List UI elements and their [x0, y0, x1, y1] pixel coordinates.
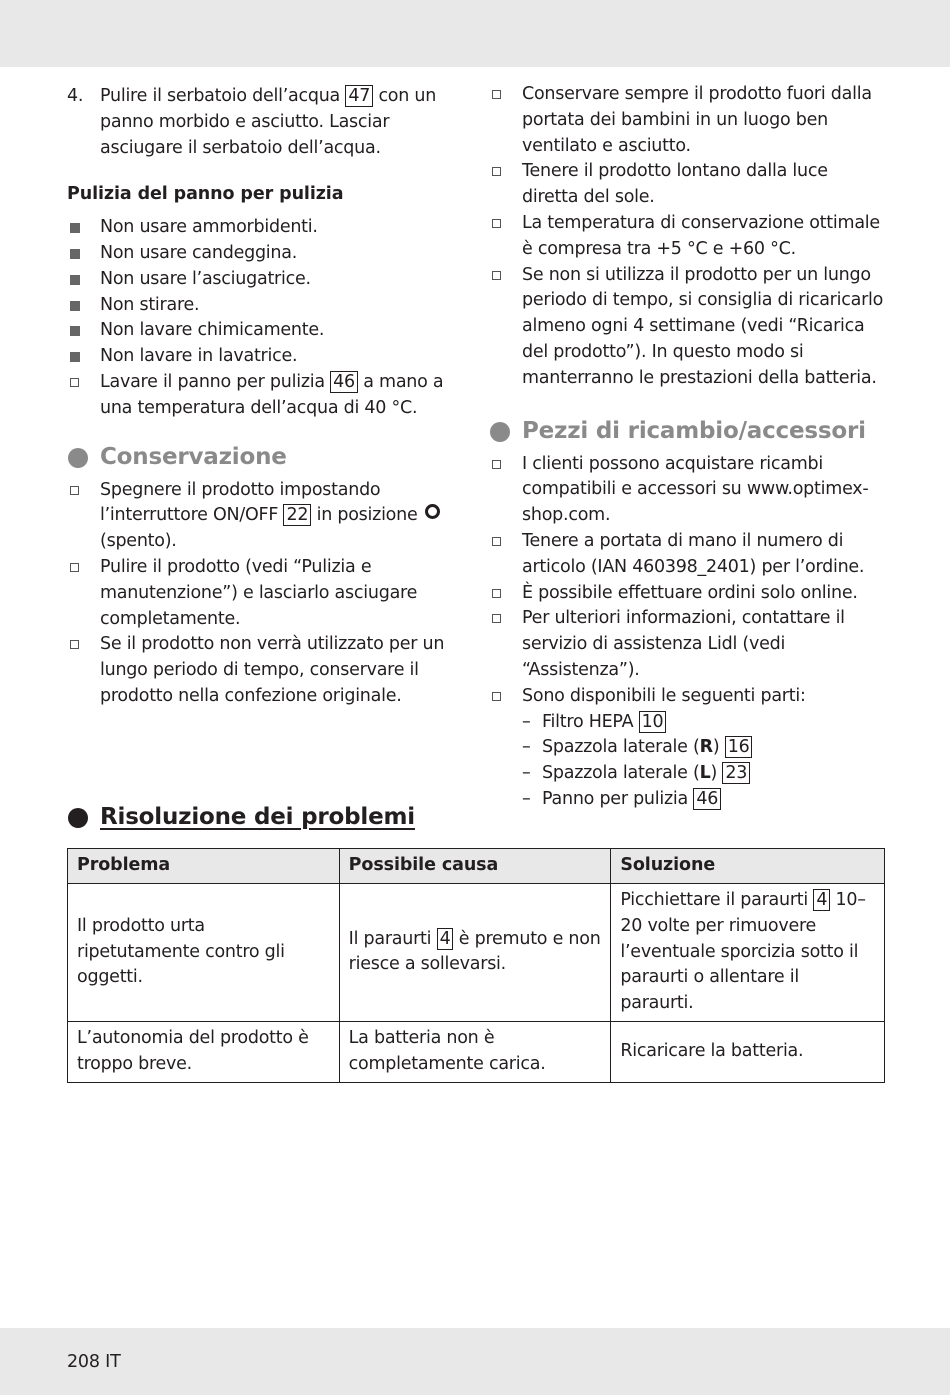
step-4-text: Pulire il serbatoio dell’acqua [100, 86, 346, 106]
open-square-bullet [70, 563, 79, 572]
dash-bullet: – [522, 711, 531, 732]
problem-cell: L’autonomia del prodotto è troppo breve. [68, 1021, 340, 1082]
open-square-bullet [492, 692, 501, 701]
list-item-text: Non usare candeggina. [100, 242, 298, 263]
column-header-cause: Possibile causa [339, 849, 611, 884]
storage-item-3 [67, 632, 467, 709]
list-item [67, 241, 467, 267]
storage-item-2 [67, 555, 467, 632]
open-square-bullet [70, 640, 79, 649]
list-item [489, 581, 889, 607]
list-item-text: Non lavare chimicamente. [100, 320, 325, 341]
table-row [68, 884, 885, 1022]
list-item [489, 211, 889, 263]
storage-item-1-end: (spento). [100, 531, 177, 552]
filled-square-bullet [70, 249, 80, 259]
filled-square-bullet [70, 352, 80, 362]
part-item [489, 735, 889, 761]
list-item-text: Non usare ammorbidenti. [100, 217, 318, 238]
problem-cell: Il prodotto urta ripetutamente contro gli oggetti. [68, 884, 340, 1022]
spare-parts-heading [489, 416, 889, 446]
list-item [67, 318, 467, 344]
solution-cell: Ricaricare la batteria. [611, 1021, 885, 1082]
list-item [489, 82, 889, 159]
list-item [67, 267, 467, 293]
list-item-text: Per ulteriori informazioni, contattare il servizio di assistenza Lidl (vedi “Assistenza”). [522, 608, 845, 680]
list-item-text: I clienti possono acquistare ricambi compatibili e accessori su www.optimex-shop.com. [522, 453, 869, 526]
table-row [68, 1021, 885, 1082]
side-letter: L [699, 763, 711, 784]
side-letter: R [699, 737, 713, 758]
open-square-bullet [492, 537, 501, 546]
list-item [489, 452, 889, 529]
list-item [67, 293, 467, 319]
part-label: Spazzola laterale ( [542, 763, 700, 784]
troubleshooting-heading [67, 802, 897, 832]
step-4-text-end: con un panno morbido e asciutto. Lasciar asciugare il serbatoio dell’acqua. [100, 86, 437, 158]
off-position-icon [425, 504, 440, 519]
part-label: Filtro HEPA [542, 711, 639, 732]
spare-parts-list [489, 452, 889, 710]
cause-cell: La batteria non è completamente carica. [339, 1021, 611, 1082]
troubleshooting-table [67, 848, 885, 1083]
ref-4: 4 [437, 928, 454, 950]
list-item [489, 684, 889, 710]
list-item [489, 606, 889, 683]
list-item [67, 344, 467, 370]
storage-list-continued [489, 82, 889, 392]
list-item-text: È possibile effettuare ordini solo online. [522, 582, 858, 603]
solution-text-end: 10–20 volte per rimuovere l’eventuale sporcizia sotto il paraurti o allentare il paraurti. [620, 890, 866, 1014]
spare-parts-heading-text: Pezzi di ricambio/accessori [522, 417, 866, 444]
wash-item [67, 370, 467, 422]
filled-square-bullet [70, 326, 80, 336]
ref-22: 22 [283, 504, 311, 526]
cloth-cleaning-list [67, 215, 467, 370]
section-bullet-icon [68, 808, 88, 828]
list-item [67, 215, 467, 241]
left-column [67, 84, 467, 710]
list-item [489, 529, 889, 581]
open-square-bullet [492, 90, 501, 99]
list-item-text: Tenere a portata di mano il numero di articolo (IAN 460398_2401) per l’ordine. [522, 530, 865, 577]
part-item [489, 761, 889, 787]
list-item-text: Non stirare. [100, 294, 200, 315]
open-square-bullet [70, 486, 79, 495]
storage-heading [67, 442, 467, 472]
troubleshooting-section [67, 802, 897, 832]
dash-bullet: – [522, 763, 531, 784]
list-item-text: Conservare sempre il prodotto fuori dalla portata dei bambini in un luogo ben ventilato e asciutto. [522, 84, 872, 156]
list-item [489, 159, 889, 211]
ref-46: 46 [330, 371, 358, 393]
part-ref: 10 [639, 711, 667, 733]
section-bullet-icon [68, 448, 88, 468]
column-header-solution: Soluzione [611, 849, 885, 884]
part-item [489, 710, 889, 736]
open-square-bullet [492, 460, 501, 469]
part-label: Spazzola laterale ( [542, 737, 700, 758]
troubleshooting-heading-text: Risoluzione dei problemi [100, 804, 415, 830]
list-item-text: Sono disponibili le seguenti parti: [522, 685, 806, 706]
open-square-bullet [492, 271, 501, 280]
header-band [0, 0, 950, 67]
ref-4: 4 [813, 889, 830, 911]
ref-47: 47 [345, 85, 373, 107]
cause-text: Il paraurti [348, 928, 437, 949]
list-item-text: Tenere il prodotto lontano dalla luce diretta del sole. [522, 161, 828, 208]
solution-cell [611, 884, 885, 1022]
filled-square-bullet [70, 301, 80, 311]
storage-item-2-text: Pulire il prodotto (vedi “Pulizia e manutenzione”) e lasciarlo asciugare completamente. [100, 556, 418, 629]
part-ref: 16 [725, 736, 753, 758]
storage-heading-text: Conservazione [100, 443, 287, 470]
list-item-text: Se non si utilizza il prodotto per un lungo periodo di tempo, si consiglia di ricaricarlo almeno ogni 4 settimane (vedi “Ricarica del prodotto”). In questo modo si manterranno le prestazioni della batteria. [522, 264, 884, 388]
page-number: 208 IT [67, 1352, 121, 1372]
open-square-bullet [492, 589, 501, 598]
open-square-bullet [70, 378, 79, 387]
parts-list [489, 710, 889, 813]
step-4 [67, 84, 467, 161]
open-square-bullet [492, 219, 501, 228]
storage-item-3-text: Se il prodotto non verrà utilizzato per un lungo periodo di tempo, conservare il prodotto nella confezione originale. [100, 634, 445, 706]
step-number: 4. [67, 86, 84, 106]
table-header-row [68, 849, 885, 884]
section-bullet-icon [490, 422, 510, 442]
list-item-text: Non usare l’asciugatrice. [100, 268, 311, 289]
storage-item-1-mid: in posizione [311, 505, 423, 526]
cause-cell [339, 884, 611, 1022]
list-item-text: La temperatura di conservazione ottimale è compresa tra +5 °C e +60 °C. [522, 212, 880, 259]
part-ref: 46 [693, 788, 721, 810]
part-label: Panno per pulizia [542, 788, 694, 809]
filled-square-bullet [70, 223, 80, 233]
part-label-close: ) [712, 737, 725, 758]
list-item [489, 263, 889, 392]
list-item-text: Non lavare in lavatrice. [100, 346, 298, 367]
dash-bullet: – [522, 788, 531, 809]
wash-text-end: a mano a una temperatura dell’acqua di 40 °C. [100, 371, 444, 418]
wash-text: Lavare il panno per pulizia [100, 371, 331, 392]
filled-square-bullet [70, 275, 80, 285]
cause-text-end: è premuto e non riesce a sollevarsi. [348, 928, 601, 975]
footer-band [0, 1328, 950, 1395]
cloth-cleaning-heading: Pulizia del panno per pulizia [67, 184, 344, 205]
right-column [489, 82, 889, 813]
part-label-close: ) [710, 763, 723, 784]
solution-text: Picchiettare il paraurti [620, 890, 814, 910]
storage-item-1-text: Spegnere il prodotto impostando l’interruttore ON/OFF [100, 479, 381, 526]
column-header-problem: Problema [68, 849, 340, 884]
storage-item-1 [67, 478, 467, 555]
part-ref: 23 [722, 762, 750, 784]
dash-bullet: – [522, 737, 531, 758]
open-square-bullet [492, 167, 501, 176]
open-square-bullet [492, 614, 501, 623]
